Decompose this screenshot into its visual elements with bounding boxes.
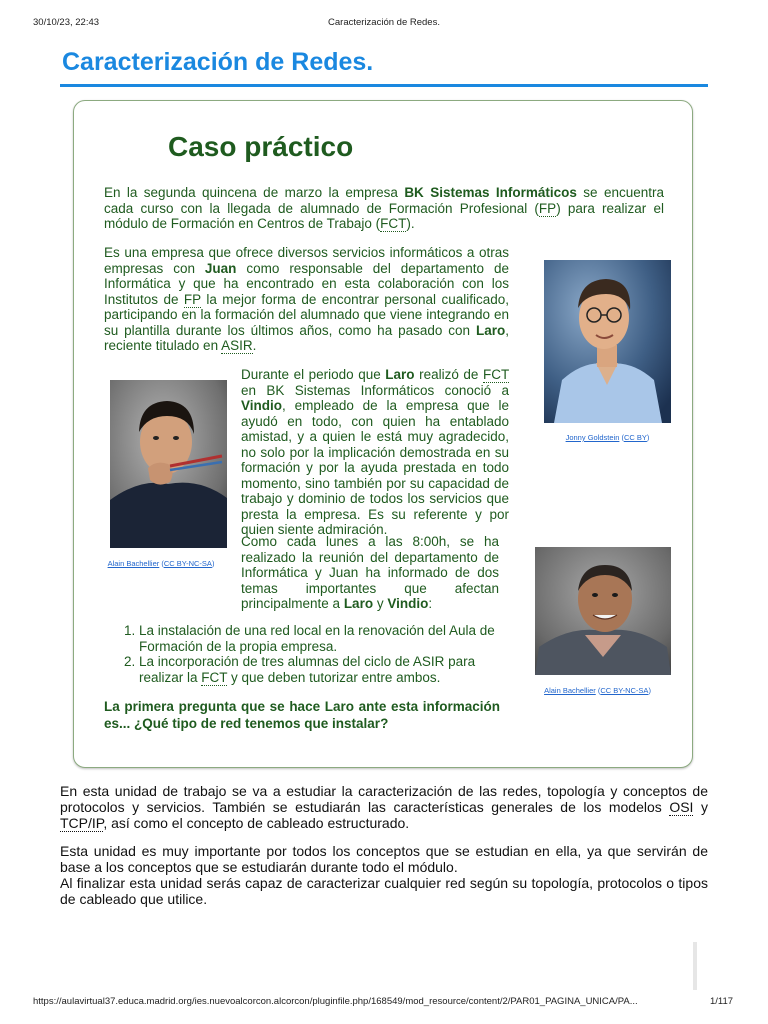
- abbr-osi: OSI: [669, 799, 694, 815]
- credit-author-link[interactable]: Jonny Goldstein: [565, 433, 620, 442]
- photo-credit-juan[interactable]: Jonny Goldstein (CC BY): [565, 433, 650, 442]
- topics-list: [118, 623, 521, 685]
- credit-license-link[interactable]: CC BY-NC-SA: [163, 559, 212, 568]
- case-paragraph-4: Como cada lunes a las 8:00h, se ha realizado la reunión del departamento de Informática y Juan ha informado de dos temas importantes que afectan principalmente a Laro y Vindio:: [241, 534, 499, 611]
- abbr-fp: FP: [183, 291, 201, 307]
- abbr-fct: FCT: [483, 367, 509, 382]
- case-paragraph-2: Es una empresa que ofrece diversos servicios informáticos a otras empresas con Juan como responsable del departamento de Informática y que ha encontrado en esta colaboración con los Institutos de FP la mejor forma de encontrar personal cualificado, participando en la formación del alumnado que viene integrando en su plantilla durante los últimos años, como ha pasado con Laro, reciente titulado en ASIR.: [104, 245, 510, 353]
- credit-license-link[interactable]: CC BY-NC-SA: [600, 686, 649, 695]
- abbr-tcpip: TCP/IP: [60, 815, 104, 831]
- photo-credit-vindio[interactable]: Alain Bachellier (CC BY-NC-SA): [544, 686, 651, 695]
- list-item: 1. La instalación de una red local en la renovación del Aula de Formación de la propia empresa.: [139, 623, 521, 654]
- print-doc-title: Caracterización de Redes.: [328, 17, 440, 28]
- intro-paragraph-3: Al finalizar esta unidad serás capaz de caracterizar cualquier red según su topología, protocolos o tipos de cableado que utilice.: [60, 875, 708, 907]
- case-paragraph-3a: Durante el periodo que Laro realizó de FCT en BK Sistemas Informáticos conoció a Vindio, empleado de la empresa que le ayudó en todo, con quien ha entablado amistad, y a quien le está muy agradecido, no solo por la implicación demostrada en su formación y por la ayuda prestada en todo momento, sino también por su capacidad de trabajo y dominio de todos los servicios que presta la empresa. Es su referente y por quien siente admiración.: [241, 367, 509, 537]
- footer-url: https://aulavirtual37.educa.madrid.org/ies.nuevoalcorcon.alcorcon/pluginfile.php/168549/mod_resource/content/2/PAR01_PAGINA_UNICA/PA...: [33, 996, 638, 1007]
- abbr-asir: ASIR: [221, 338, 253, 353]
- intro-paragraph-2: Esta unidad es muy importante por todos los conceptos que se estudian en ella, ya que servirán de base a los conceptos que se estudiarán durante todo el módulo.: [60, 843, 708, 875]
- intro-paragraph-1: En esta unidad de trabajo se va a estudiar la caracterización de las redes, topología y conceptos de protocolos y servicios. También se estudiarán las características generales de los modelos OSI y TCP/IP, así como el concepto de cableado estructurado.: [60, 783, 708, 831]
- credit-license-link[interactable]: CC BY: [623, 433, 647, 442]
- print-datetime: 30/10/23, 22:43: [33, 17, 100, 28]
- abbr-fct: FCT: [380, 216, 407, 231]
- abbr-fp: FP: [538, 200, 557, 216]
- scrollbar-fragment: [693, 942, 697, 990]
- credit-author-link[interactable]: Alain Bachellier: [544, 686, 596, 695]
- page-title: Caracterización de Redes.: [62, 48, 374, 76]
- photo-vindio: [535, 547, 671, 675]
- photo-credit-laro[interactable]: Alain Bachellier (CC BY-NC-SA): [107, 559, 215, 568]
- title-divider: [60, 84, 708, 87]
- photo-juan: [544, 260, 671, 423]
- credit-author-link[interactable]: Alain Bachellier: [107, 559, 160, 568]
- case-paragraph-1: En la segunda quincena de marzo la empresa BK Sistemas Informáticos se encuentra cada curso con la llegada de alumnado de Formación Profesional (FP) para realizar el módulo de Formación en Centros de Trabajo (FCT).: [104, 185, 664, 231]
- photo-laro: [110, 380, 227, 548]
- list-item: 2. La incorporación de tres alumnas del ciclo de ASIR para realizar la FCT y que deben tutorizar entre ambos.: [139, 654, 521, 685]
- case-study-title: Caso práctico: [168, 131, 354, 162]
- abbr-fct: FCT: [201, 669, 228, 685]
- page-number: 1/117: [710, 996, 734, 1007]
- case-question: La primera pregunta que se hace Laro ante esta información es... ¿Qué tipo de red tenemos que instalar?: [104, 699, 500, 731]
